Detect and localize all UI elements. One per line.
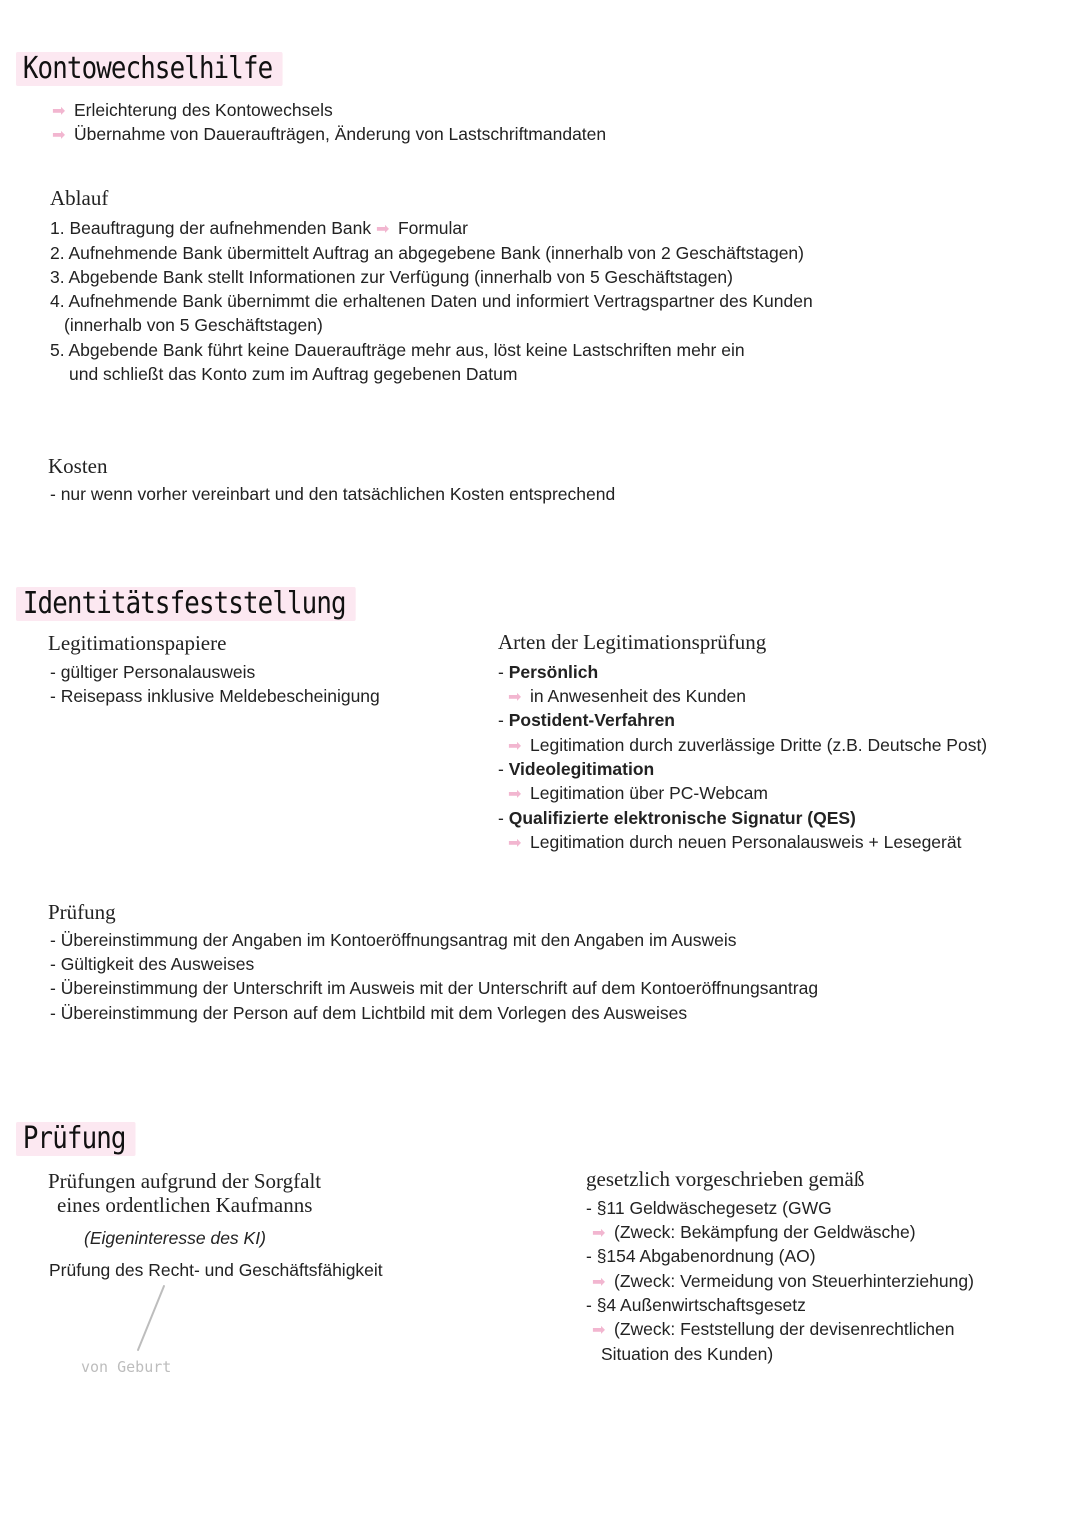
list-item: - Übereinstimmung der Person auf dem Lichtbild mit dem Vorlegen des Ausweises bbox=[50, 1003, 688, 1023]
arrow-right-icon: ➡ bbox=[508, 786, 522, 803]
arrow-right-icon: ➡ bbox=[508, 689, 522, 706]
arrow-right-icon: ➡ bbox=[375, 221, 390, 238]
list-item: - §4 Außenwirtschaftsgesetz bbox=[586, 1295, 806, 1315]
note-eigeninteresse: (Eigeninteresse des KI) bbox=[84, 1228, 266, 1248]
list-item: - Übereinstimmung der Unterschrift im Ausweis mit der Unterschrift auf dem Kontoeröffnungsantrag bbox=[50, 978, 819, 998]
list-item: ➡ Legitimation über PC-Webcam bbox=[508, 781, 768, 808]
list-item: 4. Aufnehmende Bank übernimmt die erhaltenen Daten und informiert Vertragspartner des Kunden bbox=[50, 291, 813, 311]
section-title-kontowechselhilfe: Kontowechselhilfe bbox=[16, 48, 283, 90]
handwritten-note: von Geburt bbox=[81, 1358, 172, 1376]
list-item: - Videolegitimation bbox=[498, 759, 655, 779]
arrow-right-icon: ➡ bbox=[592, 1322, 606, 1339]
annotation-line bbox=[130, 1284, 170, 1354]
arrow-right-icon: ➡ bbox=[52, 127, 66, 144]
list-item: Prüfung des Recht- und Geschäftsfähigkeit bbox=[49, 1260, 383, 1280]
list-item: - Gültigkeit des Ausweises bbox=[50, 954, 255, 974]
list-item: - Postident-Verfahren bbox=[498, 710, 675, 730]
arrow-right-icon: ➡ bbox=[592, 1225, 606, 1242]
list-item: ➡ Übernahme von Daueraufträgen, Änderung von Lastschriftmandaten bbox=[52, 122, 606, 149]
list-item: - gültiger Personalausweis bbox=[50, 662, 256, 682]
list-item: - §154 Abgabenordnung (AO) bbox=[586, 1246, 816, 1266]
subheading-sorgfalt-cont: eines ordentlichen Kaufmanns bbox=[57, 1193, 313, 1217]
list-item: ➡ (Zweck: Vermeidung von Steuerhinterziehung) bbox=[592, 1269, 974, 1296]
list-item: 3. Abgebende Bank stellt Informationen zur Verfügung (innerhalb von 5 Geschäftstagen) bbox=[50, 267, 733, 287]
arrow-right-icon: ➡ bbox=[52, 103, 66, 120]
subheading-sorgfalt: Prüfungen aufgrund der Sorgfalt bbox=[48, 1169, 322, 1193]
subheading-arten: Arten der Legitimationsprüfung bbox=[498, 630, 767, 654]
list-item: ➡ Legitimation durch neuen Personalausweis + Lesegerät bbox=[508, 830, 961, 857]
list-item: ➡ Legitimation durch zuverlässige Dritte (z.B. Deutsche Post) bbox=[508, 733, 987, 760]
subheading-kosten: Kosten bbox=[48, 454, 108, 478]
list-item: ➡ Erleichterung des Kontowechsels bbox=[52, 98, 333, 125]
list-item: ➡ (Zweck: Feststellung der devisenrechtlichen bbox=[592, 1317, 954, 1344]
arrow-right-icon: ➡ bbox=[508, 738, 522, 755]
list-item: ➡ in Anwesenheit des Kunden bbox=[508, 684, 746, 711]
subheading-pruefung: Prüfung bbox=[48, 900, 116, 924]
list-item: und schließt das Konto zum im Auftrag gegebenen Datum bbox=[69, 364, 518, 384]
section-title-pruefung: Prüfung bbox=[16, 1118, 136, 1160]
list-item: - §11 Geldwäschegesetz (GWG bbox=[586, 1198, 832, 1218]
list-item: 5. Abgebende Bank führt keine Daueraufträge mehr aus, löst keine Lastschriften mehr ein bbox=[50, 340, 745, 360]
list-item: - Persönlich bbox=[498, 662, 599, 682]
subheading-ablauf: Ablauf bbox=[50, 186, 109, 210]
arrow-right-icon: ➡ bbox=[508, 835, 522, 852]
list-item: ➡ (Zweck: Bekämpfung der Geldwäsche) bbox=[592, 1220, 916, 1247]
section-title-identitaetsfeststellung: Identitätsfeststellung bbox=[16, 583, 356, 625]
list-item: 2. Aufnehmende Bank übermittelt Auftrag an abgegebene Bank (innerhalb von 2 Geschäftstagen) bbox=[50, 243, 804, 263]
subheading-gesetzlich: gesetzlich vorgeschrieben gemäß bbox=[586, 1167, 865, 1191]
list-item: - Reisepass inklusive Meldebescheinigung bbox=[50, 686, 380, 706]
subheading-legitimationspapiere: Legitimationspapiere bbox=[48, 631, 227, 655]
list-item: Situation des Kunden) bbox=[601, 1344, 774, 1364]
list-item: 1. Beauftragung der aufnehmenden Bank ➡ Formular bbox=[50, 216, 468, 243]
list-item: (innerhalb von 5 Geschäftstagen) bbox=[64, 315, 323, 335]
list-item: - nur wenn vorher vereinbart und den tatsächlichen Kosten entsprechend bbox=[50, 484, 616, 504]
list-item: - Qualifizierte elektronische Signatur (QES) bbox=[498, 808, 856, 828]
arrow-right-icon: ➡ bbox=[592, 1274, 606, 1291]
list-item: - Übereinstimmung der Angaben im Kontoeröffnungsantrag mit den Angaben im Ausweis bbox=[50, 930, 737, 950]
